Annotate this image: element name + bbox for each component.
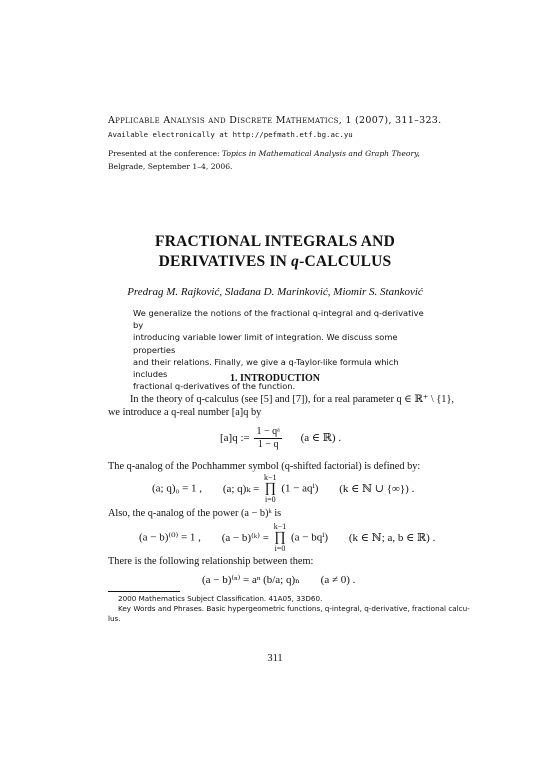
eq1-lhs: [a]q := [220, 432, 250, 445]
equation-q-real [220, 426, 341, 451]
product-sign: ∏ [264, 481, 277, 496]
title-prefix: DERIVATIVES IN [158, 253, 292, 270]
abstract-line: fractional q-derivatives of the function. [133, 381, 296, 392]
pochhammer-line: The q-analog of the Pochhammer symbol (q-shifted factorial) is defined by: [108, 461, 421, 472]
eq1-fraction [254, 426, 281, 451]
footnote-keywords: Key Words and Phrases. Basic hypergeometric functions, q-integral, q-derivative, fractional calcu- [118, 604, 470, 613]
available-line: Available electronically at http://pefmath.etf.bg.ac.yu [108, 130, 353, 139]
equation-relationship [202, 573, 355, 586]
footnote-rule [108, 591, 180, 592]
title-q: q [291, 253, 300, 270]
equation-pochhammer [152, 474, 414, 504]
eq1-condition: (a ∈ ℝ) . [300, 432, 342, 445]
conference-title: Topics in Mathematical Analysis and Graph Theory, [221, 149, 420, 158]
product-lower: i=0 [264, 495, 276, 504]
conference-place: Belgrade, September 1–4, 2006. [108, 162, 233, 171]
conference-prefix: Presented at the conference: [108, 149, 222, 158]
section-heading: 1. INTRODUCTION [229, 373, 320, 384]
eq4-expression: (a − b)⁽ⁿ⁾ = aⁿ (b/a; q)ₙ [202, 574, 300, 586]
paper-title-line1: FRACTIONAL INTEGRALS AND [155, 233, 395, 250]
abstract-line: and their relations. Finally, we give a q-Taylor-like formula which includes [133, 356, 399, 380]
journal-line: Applicable Analysis and Discrete Mathematics, 1 (2007), 311–323. [108, 115, 442, 126]
authors: Predrag M. Rajković, Slađana D. Marinković, Miomir S. Stanković [127, 286, 423, 298]
abstract-line: introducing variable lower limit of integration. We discuss some properties [133, 332, 398, 355]
title-suffix: -CALCULUS [299, 253, 392, 270]
product-upper: k−1 [264, 473, 277, 482]
eq3-part-c: (a − bqⁱ) [290, 531, 329, 544]
power-line: Also, the q-analog of the power (a − b)ᵏ is [108, 508, 282, 519]
eq2-condition: (k ∈ ℕ ∪ {∞}) . [339, 482, 415, 495]
intro-line2: we introduce a q-real number [a]q by [108, 407, 262, 418]
abstract-line: We generalize the notions of the fractional q-integral and q-derivative by [133, 308, 424, 331]
eq2-part-b: (a; q)ₖ = [222, 482, 260, 495]
eq3-condition: (k ∈ ℕ; a, b ∈ ℝ) . [348, 531, 436, 544]
footnote-keywords-cont: lus. [108, 614, 121, 623]
eq3-part-b: (a − b)⁽ᵏ⁾ = [221, 531, 269, 544]
product-symbol [274, 523, 287, 553]
eq4-condition: (a ≠ 0) . [320, 574, 356, 586]
equation-q-power [139, 523, 435, 553]
footnote-msc: 2000 Mathematics Subject Classification. 41A05, 33D60. [118, 594, 323, 603]
intro-line1: In the theory of q-calculus (see [5] and [7]), for a real parameter q ∈ ℝ⁺ \ {1}, [130, 394, 454, 405]
conference-line [108, 149, 420, 158]
eq1-denominator: 1 − q [257, 439, 279, 450]
product-lower: i=0 [274, 544, 286, 553]
eq2-part-c: (1 − aqⁱ) [281, 482, 319, 495]
eq1-numerator: 1 − qᵃ [256, 426, 280, 437]
product-upper: k−1 [273, 522, 287, 531]
paper-title-line2 [0, 253, 550, 271]
product-symbol [264, 474, 277, 504]
eq2-part-a: (a; q)₀ = 1 , [152, 482, 203, 495]
product-sign: ∏ [274, 530, 286, 545]
page-number: 311 [267, 653, 283, 664]
relationship-line: There is the following relationship between them: [108, 556, 314, 567]
eq3-part-a: (a − b)⁽⁰⁾ = 1 , [139, 531, 201, 544]
